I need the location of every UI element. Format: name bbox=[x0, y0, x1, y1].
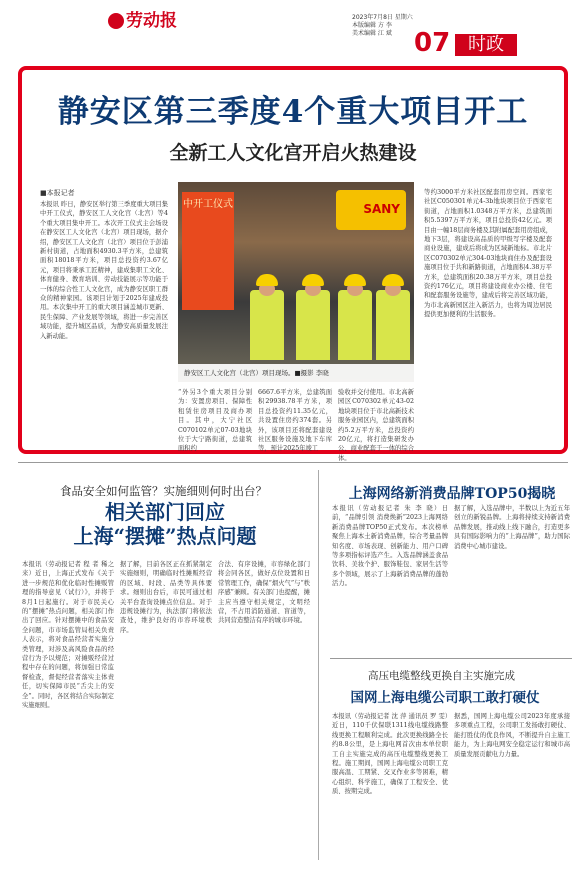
lead-column-2a: “外另3个重大项目分别为：安置房项目、保障性租赁住房项目及商办项目。其中，大宁社区C070102单元07-03地块位于大宁路街道，总建筑面积约 bbox=[178, 389, 252, 453]
lead-headline: 静安区第三季度4个重大项目开工 bbox=[57, 94, 529, 130]
issue-meta bbox=[352, 14, 413, 38]
ceremony-sign: 中开工仪式 bbox=[182, 192, 234, 310]
lead-column-3: 等约3000平方米社区配套用房空间。西家宅社区C050301单元4-3b地块项目位于西家宅街道，占地面积1.0348万平方米，总建筑面积5.5397万平方米，项目总投资42亿元。项目由一幢18层商务楼及其附属配套用房组成，地下3层，将建设高品质的甲级写字楼及配套商业设施，建成后将成为区域新地标。市北片区C070302单元304-03地块商住办及配套设施项目位于共和新路街道，占地面积4.38万平方米，总建筑面积20.38万平方米，项目总投资约176亿元，项目将建设商业办公楼、住宅和配套服务设施等，建成后将完善区域功能，为市北高新园区注入新活力，也将为周边居民提供更加便利的生活服务。 bbox=[424, 189, 552, 319]
column-divider bbox=[318, 470, 319, 860]
lead-column-2c: 验收并交付使用。市北高新园区C070302单元43-02地块项目位于市北高新技术服务业园区内，总建筑面积约5.2万平方米，总投资约20亿元，将打造集研发办公、商业配套于一体的综合体。 bbox=[338, 389, 414, 462]
story4-column-2: 据悉，国网上海电缆公司2023年度承接多项重点工程，公司职工发扬敢打硬仗、能打胜仗的优良作风，不断提升自主施工能力，为上海电网安全稳定运行和城市高质量发展贡献电力力量。 bbox=[454, 713, 570, 758]
story4-headline: 国网上海电缆公司职工敢打硬仗 bbox=[350, 690, 540, 706]
worker-figure bbox=[296, 290, 330, 360]
photo-caption: 静安区工人文化宫（北宫）项目现场。■摄影 李晓 bbox=[178, 364, 414, 382]
story2-headline-line1: 相关部门回应 bbox=[105, 500, 225, 524]
section-label: 时政 bbox=[455, 34, 517, 56]
lead-subheadline: 全新工人文化宫开启火热建设 bbox=[169, 142, 417, 164]
page-number: 07 bbox=[414, 28, 451, 58]
story2-column-3: 合法、有序设摊，市容绿化部门将会同各区，做好点位设置和日常管理工作，确保“烟火气”与“秩序感”兼顾。有关部门也提醒，摊主应当遵守相关规定，文明经营，不占用消防通道、盲道等，共同营造整洁有序的城市环境。 bbox=[218, 561, 310, 625]
editor-line: 本版编辑 方 李 bbox=[352, 22, 392, 29]
story2-column-1: 本报讯（劳动报记者 程 者 稀之来）近日，上海正式发布《关于进一步规范和优化临时性摊贩管理的指导意见（试行）》，并将于8月1日起施行。对于市民关心的“摆摊”热点问题，相关部门作出了回应。针对摆摊中的食品安全问题，市市场监管局相关负责人表示，将对食品经营者实施分类管理，对涉及高风险食品的经营行为予以规范；对摊贩经营过程中存在的问题，将加强日常监督检查，督促经营者落实主体责任，切实保障市民“舌尖上的安全”。同时，各区将结合实际制定实施细则。 bbox=[22, 561, 114, 710]
logo-text: 劳动报 bbox=[126, 11, 177, 31]
helmet-icon bbox=[344, 274, 366, 286]
story2-headline-line2: 上海“摆摊”热点问题 bbox=[73, 524, 257, 548]
worker-figure bbox=[250, 290, 284, 360]
helmet-icon bbox=[256, 274, 278, 286]
story3-headline: 上海网络新消费品牌TOP50揭晓 bbox=[348, 486, 556, 502]
story4-kicker: 高压电缆整线更换自主实施完成 bbox=[368, 670, 515, 682]
designer-line: 美术编辑 江 斌 bbox=[352, 30, 392, 37]
lead-column-2b: 6667.6平方米，总建筑面积29938.78平方米，项目总投资约11.35亿元，共设置住房约374套。另外，该项目还将配套建设社区服务设施及地下车库等，预计2025年竣工 bbox=[258, 389, 332, 453]
story2-kicker: 食品安全如何监管？实施细则何时出台？ bbox=[60, 484, 267, 498]
worker-figure bbox=[376, 290, 410, 360]
masthead bbox=[0, 0, 586, 62]
story4-column-1: 本报讯（劳动报记者 沈 萍 通讯员 罗 雯）近日，110千伏保联1311线电缆线路整线更换工程顺利完成。此次更换线路全长约8.8公里，是上海电网首次由本单位职工自主实施完成的高压电缆整线更换工程。施工期间，国网上海电缆公司职工克服高温、工期紧、交叉作业多等困难，精心组织、科学施工，确保了工程安全、优质、按期完成。 bbox=[332, 713, 448, 796]
logo-icon bbox=[108, 13, 124, 29]
story2-headline bbox=[40, 500, 290, 548]
worker-figure bbox=[338, 290, 372, 360]
helmet-icon bbox=[302, 274, 324, 286]
divider bbox=[330, 658, 572, 659]
lead-byline: ■本报记者 bbox=[40, 189, 75, 197]
newspaper-logo bbox=[108, 6, 177, 31]
story3-column-2: 据了解，入选品牌中，半数以上为近五年创立的新锐品牌。上海将持续支持新消费品牌发展，推动线上线下融合，打造更多具有国际影响力的“上海品牌”，助力国际消费中心城市建设。 bbox=[454, 505, 570, 550]
issue-date: 2023年7月8日 星期六 bbox=[352, 14, 413, 21]
lead-photo bbox=[178, 182, 414, 382]
crane-brand: SANY bbox=[363, 202, 400, 216]
story3-column-1: 本报讯（劳动报记者 朱 李 晓）日前，“品牌引领 消费焕新”2023上海网络新消费品牌TOP50正式发布。本次榜单聚焦上海本土新消费品牌，综合考量品牌知名度、市场表现、创新能力、用户口碑等多项指标评选产生。入选品牌涵盖食品饮料、美妆个护、服饰鞋包、家居生活等多个领域，展示了上海新消费品牌的蓬勃活力。 bbox=[332, 505, 448, 588]
lead-column-1: 本报讯 昨日，静安区举行第三季度重大项目集中开工仪式，静安区工人文化宫（北宫）等4个重大项目集中开工。本次开工仪式主会场设在静安区工人文化宫（北宫）项目现场，据介绍，静安区工人文化宫（北宫）项目位于彭浦新村街道，占地面积4930.3平方米，总建筑面积18018平方米，项目总投资约3.67亿元，项目将秉承工匠精神，建成集职工文化、体育健身、教育培训、劳动技能展示等功能于一体的综合性工人文化宫，成为静安区职工群众的精神家园。该项目计划于2025年建成投用。本次集中开工的重大项目涵盖城市更新、民生保障、产业发展等领域，将进一步完善区域功能，提升城区品质，为静安高质量发展注入新动能。 bbox=[40, 201, 168, 340]
divider bbox=[18, 462, 568, 463]
helmet-icon bbox=[382, 274, 404, 286]
story2-column-2: 据了解，目前各区正在抓紧制定实施细则，明确临时性摊贩经营的区域、时段、品类等具体要求。细则出台后，市民可通过相关平台查询设摊点位信息。对于违规设摊行为，执法部门将依法查处，维护良好的市容环境秩序。 bbox=[120, 561, 212, 634]
